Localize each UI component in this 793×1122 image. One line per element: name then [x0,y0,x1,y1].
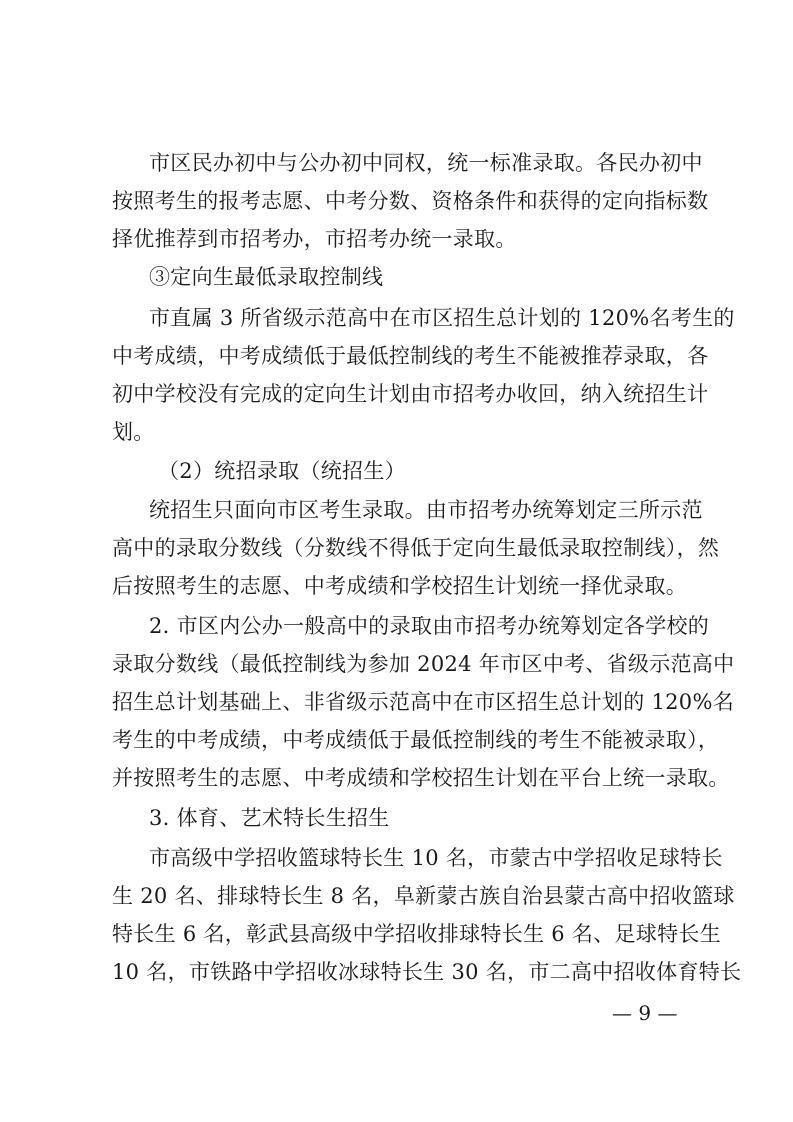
paragraph-6-line-1: 2. 市区内公办一般高中的录取由市招考办统筹划定各学校的 [149,614,710,638]
paragraph-3-line-4: 划。 [112,420,155,444]
paragraph-8-line-2: 生 20 名、排球特长生 8 名，阜新蒙古族自治县蒙古高中招收篮球 [112,884,735,908]
section-heading-directional-min-line: ③定向生最低录取控制线 [149,265,384,289]
paragraph-1-line-3: 择优推荐到市招考办，市招考办统一录取。 [112,227,517,251]
paragraph-6-line-4: 考生的中考成绩，中考成绩低于最低控制线的考生不能被录取）， [112,728,720,752]
paragraph-8-line-4: 10 名，市铁路中学招收冰球特长生 30 名，市二高中招收体育特长 [112,960,742,984]
paragraph-6-line-2: 录取分数线（最低控制线为参加 2024 年市区中考、省级示范高中 [112,652,735,676]
paragraph-5-line-2: 高中的录取分数线（分数线不得低于定向生最低录取控制线），然 [112,536,720,560]
paragraph-5-line-3: 后按照考生的志愿、中考成绩和学校招生计划统一择优录取。 [112,574,688,598]
paragraph-8-line-1: 市高级中学招收篮球特长生 10 名，市蒙古中学招收足球特长 [149,846,723,870]
section-heading-special-talent: 3. 体育、艺术特长生招生 [149,806,390,830]
paragraph-3-line-2: 中考成绩，中考成绩低于最低控制线的考生不能被推荐录取，各 [112,344,709,368]
paragraph-1-line-1: 市区民办初中与公办初中同权，统一标准录取。各民办初中 [149,151,703,175]
paragraph-5-line-1: 统招生只面向市区考生录取。由市招考办统筹划定三所示范 [149,498,703,522]
paragraph-6-line-3: 招生总计划基础上、非省级示范高中在市区招生总计划的 120%名 [112,690,735,714]
paragraph-1-line-2: 按照考生的报考志愿、中考分数、资格条件和获得的定向指标数 [112,189,709,213]
paragraph-3-line-1: 市直属 3 所省级示范高中在市区招生总计划的 120%名考生的 [149,306,735,330]
paragraph-6-line-5: 并按照考生的志愿、中考成绩和学校招生计划在平台上统一录取。 [112,766,730,790]
paragraph-3-line-3: 初中学校没有完成的定向生计划由市招考办收回，纳入统招生计 [112,382,709,406]
section-heading-unified-admission: （2）统招录取（统招生） [158,459,406,483]
page-number: — 9 — [612,1001,678,1025]
paragraph-8-line-3: 特长生 6 名，彰武县高级中学招收排球特长生 6 名、足球特长生 [112,922,722,946]
